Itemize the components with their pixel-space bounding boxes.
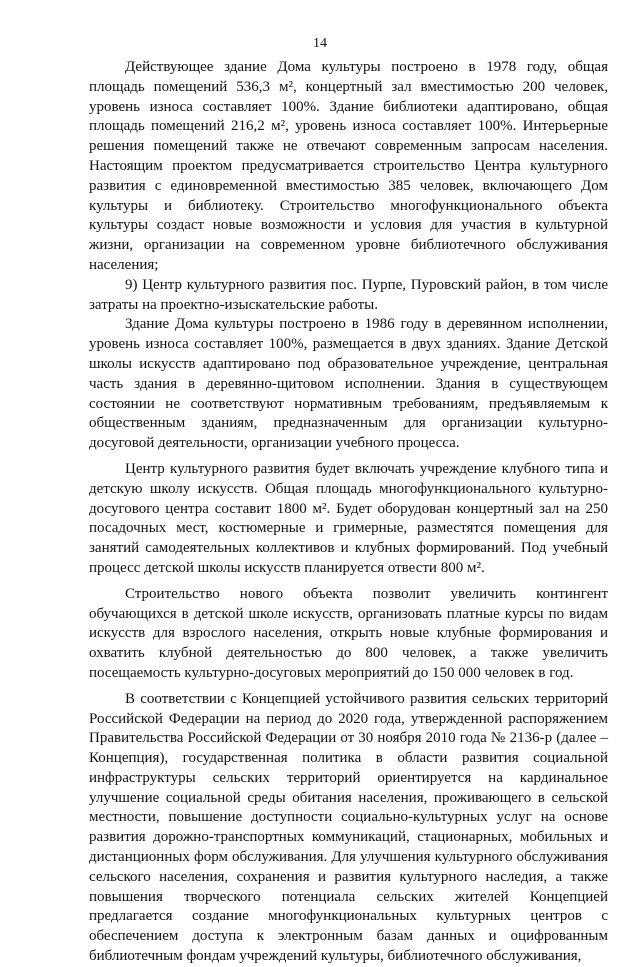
paragraph-rural-concept: В соответствии с Концепцией устойчивого развития сельских территорий Российской Федерации на период до 2020 года, утвержденной распоряжением Правительства Российской Федерации от 30 ноября 2010 года № 2136-р (далее – Концепция), государственная политика в области развития социальной инфраструктуры сельских территорий ориентируется на кардинальное улучшение социальной среды обитания населения, проживающего в сельской местности, повышение доступности социально-культурных услуг на основе развития дорожно-транспортных коммуникаций, стационарных, мобильных и дистанционных форм обслуживания. Для улучшения культурного обслуживания сельского населения, сохранения и развития культурного наследия, а также повышения творческого потенциала сельских жителей Концепцией предлагается создание многофункциональных культурных центров с обеспечением доступа к электронным базам данных и оцифрованным библиотечным фондам учреждений культуры, библиотечного обслуживания, [89, 690, 608, 965]
paragraph-center-composition: Центр культурного развития будет включать учреждение клубного типа и детскую школу искусств. Общая площадь многофункционального культурно-досугового центра составит 1800 м². Будет оборудован концертный зал на 250 посадочных мест, костюмерные и гримерные, разместятся помещения для занятий самодеятельных коллективов и клубных формирований. Под учебный процесс детской школы искусств планируется отвести 800 м². [89, 460, 608, 576]
page-number: 14 [313, 36, 327, 51]
paragraph-culture-house-1978: Действующее здание Дома культуры построено в 1978 году, общая площадь помещений 536,3 м², концертный зал вместимостью 200 человек, уровень износа составляет 100%. Здание библиотеки адаптировано, общая площадь помещений 216,2 м², уровень износа составляет 100%. Интерьерные решения помещений также не отвечают современным запросам населения. Настоящим проектом предусматривается строительство Центра культурного развития с единовременной вместимостью 385 человек, включающего Дом культуры и библиотеку. Строительство многофункционального объекта культуры создаст новые возможности и условия для участия в культурной жизни, организации на современном уровне библиотечного обслуживания населения; [89, 59, 608, 273]
paragraph-construction-benefits: Строительство нового объекта позволит увеличить контингент обучающихся в детской школе искусств, организовать платные курсы по видам искусств для взрослого населения, открыть новые клубные формирования и охватить клубной деятельностью до 800 человек, а также увеличить посещаемость культурно-досуговых мероприятий до 150 000 человек в год. [89, 585, 608, 681]
paragraph-item-9-purpe: 9) Центр культурного развития пос. Пурпе, Пуровский район, в том числе затраты на проектно-изыскательские работы. [89, 276, 608, 313]
document-body [89, 58, 608, 967]
paragraph-culture-house-1986: Здание Дома культуры построено в 1986 году в деревянном исполнении, уровень износа составляет 100%, размещается в двух зданиях. Здание Детской школы искусств адаптировано под образовательное учреждение, центральная часть здания в деревянно-щитовом исполнении. Здания в существующем состоянии не соответствуют нормативным требованиям, предъявляемым к общественным зданиям, предназначенным для организации культурно-досуговой деятельности, организации учебного процесса. [89, 316, 608, 452]
